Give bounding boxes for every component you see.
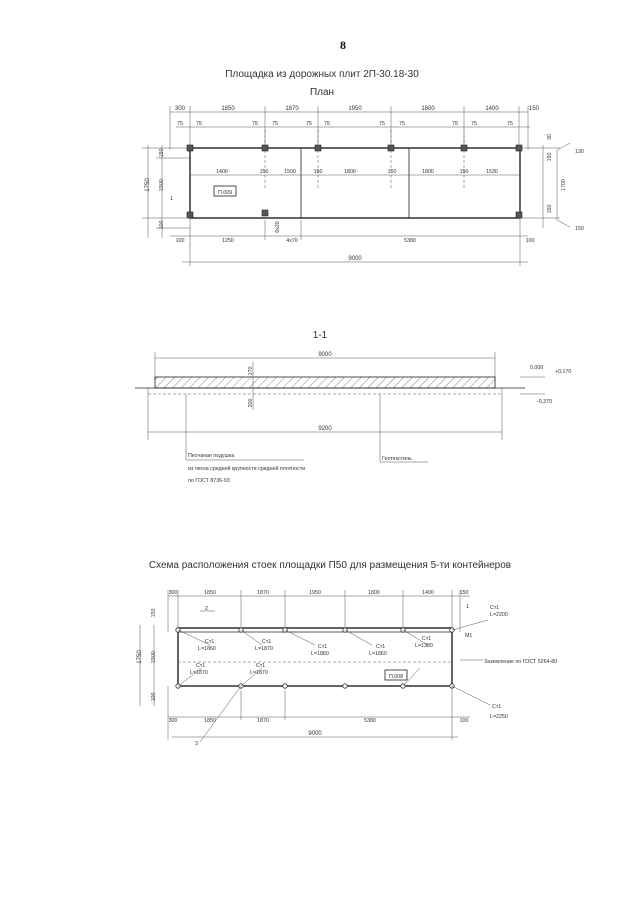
svg-text:1500: 1500	[284, 169, 296, 175]
plan-left-total: 1750	[145, 178, 151, 192]
svg-text:5380: 5380	[364, 718, 376, 724]
svg-text:5380: 5380	[404, 238, 416, 244]
svg-text:100: 100	[151, 692, 157, 702]
svg-text:75: 75	[452, 121, 458, 127]
scheme-label-box-text: П.008	[388, 674, 404, 680]
svg-text:Ст1: Ст1	[205, 639, 215, 645]
section-view	[135, 330, 571, 484]
plan-post	[516, 212, 522, 218]
svg-text:Ст1: Ст1	[376, 644, 386, 650]
svg-text:Ст1: Ст1	[196, 663, 206, 669]
section-note-geotextile: Геотекстиль	[382, 456, 412, 462]
svg-text:100: 100	[525, 238, 535, 244]
svg-text:300: 300	[168, 718, 178, 724]
scheme-right-note: Заземление по ГОСТ 5264-80	[484, 659, 558, 665]
svg-text:Ст1: Ст1	[318, 644, 328, 650]
section-note-sand-2: из песка средней крупности средней плотности	[188, 466, 306, 472]
svg-text:1950: 1950	[309, 590, 321, 596]
scheme-marker-1: 1	[466, 604, 469, 610]
section-elev-side: +0,170	[555, 369, 572, 375]
svg-text:200: 200	[248, 398, 254, 408]
scheme-posts	[176, 628, 454, 688]
scheme-right-post-top: L=2200	[490, 612, 508, 618]
plan-title: Площадка из дорожных плит 2П-30.18-30	[225, 69, 419, 80]
scheme-left-total: 1750	[137, 650, 143, 664]
svg-text:30: 30	[547, 134, 553, 140]
svg-text:L=1870: L=1870	[250, 670, 268, 676]
plan-view	[142, 69, 584, 266]
plan-top-dim-3: 1870	[285, 106, 299, 112]
plan-top-dim-6: 1400	[485, 106, 499, 112]
svg-text:1400: 1400	[216, 169, 228, 175]
svg-text:150: 150	[547, 204, 553, 214]
svg-text:75: 75	[324, 121, 330, 127]
svg-text:75: 75	[177, 121, 183, 127]
svg-text:1870: 1870	[257, 590, 269, 596]
scheme-right-post-bottom: L=2250	[490, 714, 508, 720]
svg-text:L=1870: L=1870	[190, 670, 208, 676]
svg-text:Ст1: Ст1	[422, 636, 432, 642]
svg-text:1500: 1500	[151, 651, 157, 663]
scheme-marker-2: 2	[205, 606, 208, 612]
scheme-view	[137, 560, 557, 747]
svg-text:100: 100	[175, 238, 185, 244]
section-title: 1-1	[312, 330, 328, 341]
svg-text:150: 150	[313, 169, 323, 175]
scheme-post	[343, 684, 347, 688]
svg-text:L=1860: L=1860	[198, 646, 216, 652]
svg-text:L=1860: L=1860	[369, 651, 387, 657]
svg-text:100: 100	[459, 718, 469, 724]
svg-text:1500: 1500	[159, 179, 165, 191]
svg-text:1850: 1850	[204, 718, 216, 724]
svg-text:М1: М1	[465, 633, 473, 639]
section-elev-bottom: -0,370	[537, 399, 553, 405]
plan-post	[187, 212, 193, 218]
scheme-post	[283, 684, 287, 688]
svg-text:1800: 1800	[422, 169, 434, 175]
page-number: 8	[340, 38, 346, 52]
plan-top-dim-4: 1950	[348, 106, 362, 112]
svg-text:150: 150	[459, 169, 469, 175]
svg-text:1800: 1800	[368, 590, 380, 596]
svg-text:75: 75	[196, 121, 202, 127]
svg-text:170: 170	[248, 366, 254, 376]
svg-text:150: 150	[151, 608, 157, 618]
svg-text:150: 150	[459, 590, 469, 596]
plan-top-dim-5: 1800	[421, 106, 435, 112]
plan-subtitle: План	[309, 87, 335, 98]
svg-text:150: 150	[547, 152, 553, 162]
svg-text:75: 75	[507, 121, 513, 127]
svg-text:75: 75	[306, 121, 312, 127]
plan-label-box-text: П.009	[217, 190, 233, 196]
svg-text:Ст1: Ст1	[492, 704, 502, 710]
svg-text:150: 150	[259, 169, 269, 175]
svg-text:75: 75	[252, 121, 258, 127]
scheme-marker-3: 3	[195, 741, 198, 747]
svg-text:75: 75	[379, 121, 385, 127]
section-elev-top: 0,000	[530, 365, 544, 371]
section-slab	[155, 377, 495, 388]
svg-text:1870: 1870	[257, 718, 269, 724]
svg-text:L=1860: L=1860	[311, 651, 329, 657]
svg-text:1800: 1800	[344, 169, 356, 175]
plan-slab-outline	[190, 148, 520, 218]
svg-text:Ст1: Ст1	[490, 605, 500, 611]
plan-post	[262, 210, 268, 216]
plan-top-dim-7: 150	[528, 106, 540, 112]
svg-text:1: 1	[170, 196, 173, 202]
section-note-sand-3: по ГОСТ 8736-93	[188, 478, 230, 484]
svg-text:L=1380: L=1380	[415, 643, 433, 649]
scheme-title: Схема расположения стоек площадки П50 для размещения 5-ти контейнеров	[148, 560, 512, 571]
plan-top-dim-1: 300	[174, 106, 186, 112]
section-bottom-dim: 9200	[318, 426, 332, 432]
svg-text:300: 300	[168, 590, 178, 596]
plan-post-markers	[187, 145, 522, 218]
plan-total-dim: 9000	[348, 256, 362, 262]
svg-text:75: 75	[471, 121, 477, 127]
scheme-total-dim: 9000	[308, 731, 322, 737]
section-top-dim: 9000	[318, 352, 332, 358]
svg-text:150: 150	[159, 148, 165, 158]
section-note-sand-1: Песчаная подушка	[188, 453, 235, 459]
svg-text:Ст1: Ст1	[262, 639, 272, 645]
svg-text:4x70: 4x70	[286, 238, 298, 244]
plan-right-bottom: 150	[575, 226, 584, 232]
svg-text:100: 100	[159, 220, 165, 230]
svg-text:6x20: 6x20	[275, 221, 281, 233]
svg-text:Ст1: Ст1	[256, 663, 266, 669]
svg-text:L=1870: L=1870	[255, 646, 273, 652]
plan-top-dim-2: 1850	[221, 106, 235, 112]
svg-text:150: 150	[387, 169, 397, 175]
plan-right-top: 130	[575, 149, 584, 155]
svg-text:75: 75	[399, 121, 405, 127]
svg-text:1530: 1530	[486, 169, 498, 175]
svg-text:75: 75	[272, 121, 278, 127]
svg-text:1250: 1250	[222, 238, 234, 244]
svg-text:1400: 1400	[422, 590, 434, 596]
svg-text:1850: 1850	[204, 590, 216, 596]
svg-text:1700: 1700	[561, 179, 567, 191]
